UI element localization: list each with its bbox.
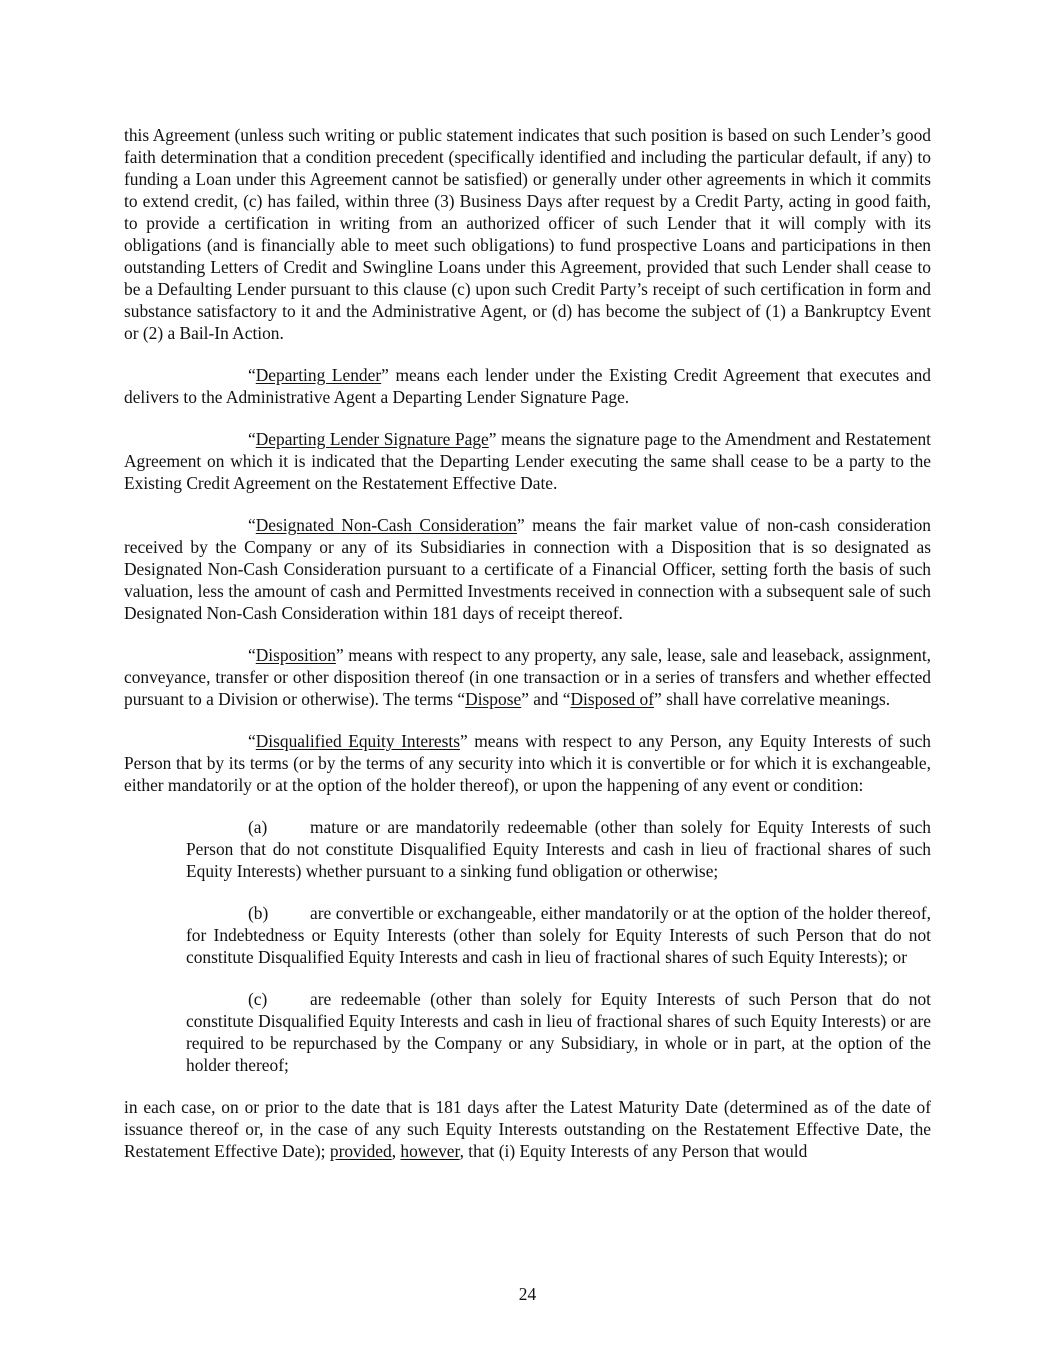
defined-term: Designated Non-Cash Consideration (255, 515, 517, 535)
definition-text: ” shall have correlative meanings. (654, 689, 891, 709)
sub-clause-c (186, 988, 931, 1076)
open-quote: “ (248, 645, 256, 665)
closing-text: in each case, on or prior to the date that is 181 days after the Latest Maturity Date (determined as of the date of issuance thereof or, in the case of any such Equity Interests outstanding on the Restatement Effective Date, the Restatement Effective Date); (124, 1097, 931, 1161)
definition-text: ” means with respect to any Person, any Equity Interests of such Person that by its terms (or by the terms of any security into which it is convertible or for which it is exchangeable, either mandatorily or at the option of the holder thereof), or upon the happening of any event or condition: (124, 731, 932, 795)
term-however: however (400, 1141, 460, 1161)
clause-text: are redeemable (other than solely for Equity Interests of such Person that do not constitute Disqualified Equity Interests and cash in lieu of fractional shares of such Equity Interests) or are required to be repurchased by the Company or any Subsidiary, in whole or in part, at the option of the holder thereof; (186, 989, 931, 1075)
clause-label: (b) (248, 903, 269, 923)
paragraph-defaulting-lender-continued: this Agreement (unless such writing or public statement indicates that such position is based on such Lender’s good faith determination that a condition precedent (specifically identified and including the particular default, if any) to funding a Loan under this Agreement cannot be satisfied) or generally under other agreements in which it commits to extend credit, (c) has failed, within three (3) Business Days after request by a Credit Party, acting in good faith, to provide a certification in writing from an authorized officer of such Lender that it will comply with its obligations (and is financially able to meet such obligations) to fund prospective Loans and participations in then outstanding Letters of Credit and Swingline Loans under this Agreement, provided that such Lender shall cease to be a Defaulting Lender pursuant to this clause (c) upon such Credit Party’s receipt of such certification in form and substance satisfactory to it and the Administrative Agent, or (d) has become the subject of (1) a Bankruptcy Event or (2) a Bail-In Action. (124, 125, 931, 343)
definition-disqualified-equity-interests (124, 730, 931, 796)
definition-disposition (124, 644, 931, 710)
defined-term-disposed-of: Disposed of (570, 689, 655, 709)
open-quote: “ (248, 429, 256, 449)
definition-departing-lender (124, 364, 931, 408)
open-quote: “ (248, 731, 256, 751)
paragraph-closing (124, 1096, 931, 1162)
definition-designated-non-cash-consideration (124, 514, 931, 624)
term-provided: provided (329, 1141, 392, 1161)
clause-label: (a) (248, 817, 268, 837)
sub-clause-b (186, 902, 931, 968)
defined-term: Departing Lender (255, 365, 382, 385)
definition-text: ” and “ (521, 689, 571, 709)
definition-text: ” means with respect to any property, any sale, lease, sale and leaseback, assignment, conveyance, transfer or other disposition thereof (in one transaction or in a series of transfers and whether effected pursuant to a Division or otherwise). The terms “ (124, 645, 931, 709)
defined-term-dispose: Dispose (465, 689, 522, 709)
sub-clause-a (186, 816, 931, 882)
clause-text: are convertible or exchangeable, either mandatorily or at the option of the holder thereof, for Indebtedness or Equity Interests (other than solely for Equity Interests of such Person that do not constitute Disqualified Equity Interests and cash in lieu of fractional shares of such Equity Interests); or (186, 903, 931, 967)
clause-label: (c) (248, 989, 268, 1009)
closing-text: , (391, 1141, 401, 1161)
defined-term: Departing Lender Signature Page (255, 429, 489, 449)
open-quote: “ (248, 365, 256, 385)
closing-text: , that (i) Equity Interests of any Person that would (459, 1141, 808, 1161)
definition-departing-lender-signature-page (124, 428, 931, 494)
defined-term: Disposition (255, 645, 336, 665)
page-number: 24 (518, 1284, 537, 1304)
definition-text: ” means the signature page to the Amendment and Restatement Agreement on which it is indicated that the Departing Lender executing the same shall cease to be a party to the Existing Credit Agreement on the Restatement Effective Date. (124, 429, 931, 493)
definition-text: ” means each lender under the Existing Credit Agreement that executes and delivers to the Administrative Agent a Departing Lender Signature Page. (124, 365, 931, 407)
clause-text: mature or are mandatorily redeemable (other than solely for Equity Interests of such Person that do not constitute Disqualified Equity Interests and cash in lieu of fractional shares of such Equity Interests) whether pursuant to a sinking fund obligation or otherwise; (186, 817, 931, 881)
open-quote: “ (248, 515, 256, 535)
document-page (124, 124, 931, 1182)
definition-text: ” means the fair market value of non-cash consideration received by the Company or any of its Subsidiaries in connection with a Disposition that is so designated as Designated Non-Cash Consideration pursuant to a certificate of a Financial Officer, setting forth the basis of such valuation, less the amount of cash and Permitted Investments received in connection with a subsequent sale of such Designated Non-Cash Consideration within 181 days of receipt thereof. (124, 515, 931, 623)
defined-term: Disqualified Equity Interests (255, 731, 461, 751)
